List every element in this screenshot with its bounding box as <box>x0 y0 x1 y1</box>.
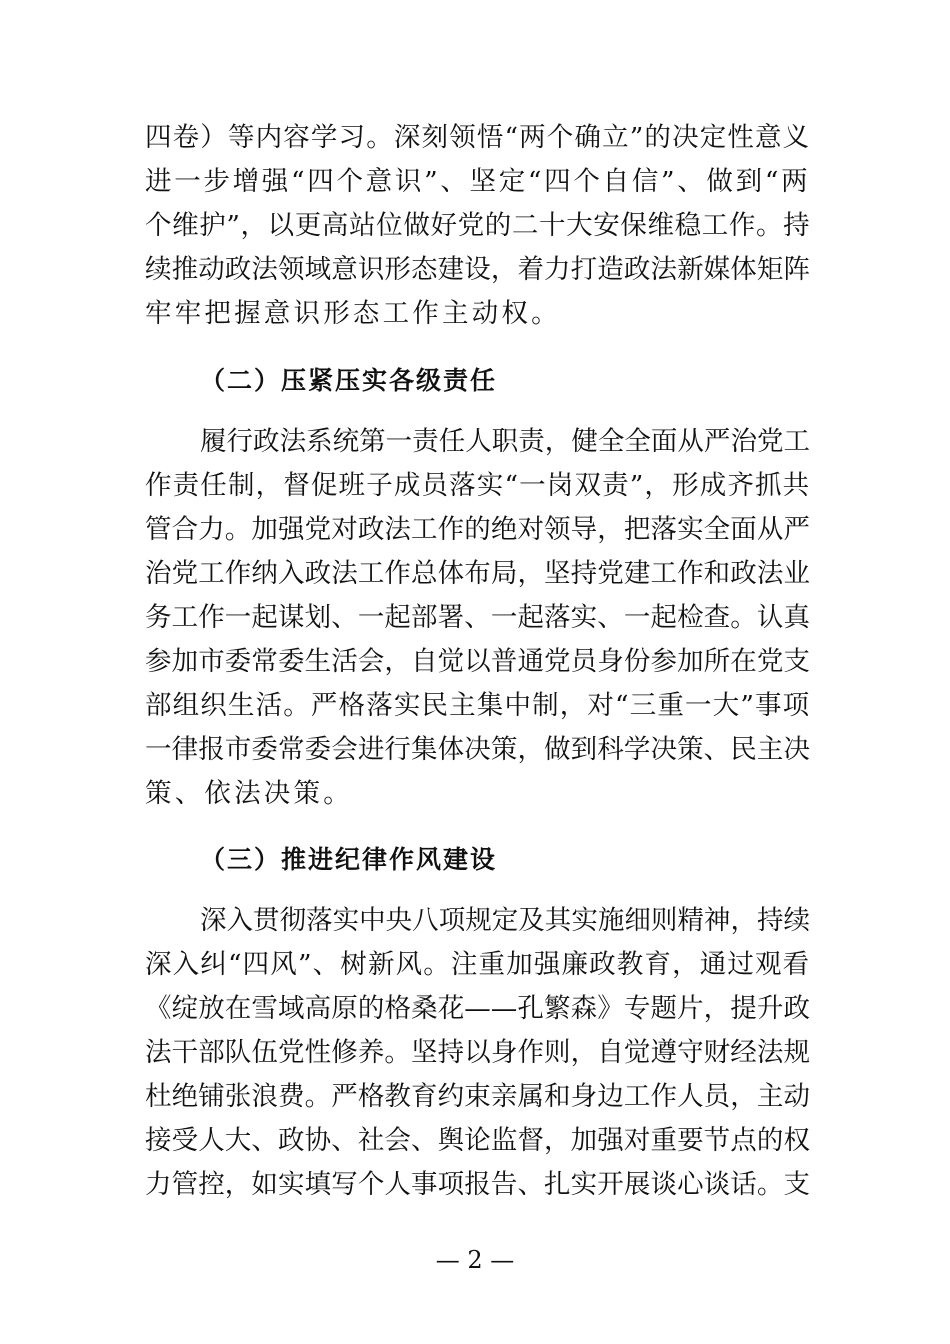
paragraph-line: 牢牢把握意识形态工作主动权。 <box>145 298 561 329</box>
paragraph-line: 杜绝铺张浪费。严格教育约束亲属和身边工作人员，主动 <box>145 1081 810 1112</box>
section-heading: （二）压紧压实各级责任 <box>200 366 498 395</box>
paragraph-line: 作责任制，督促班子成员落实“一岗双责”，形成齐抓共 <box>145 470 810 501</box>
paragraph-line: 履行政法系统第一责任人职责，健全全面从严治党工 <box>200 426 810 457</box>
paragraph-line: 四卷）等内容学习。深刻领悟“两个确立”的决定性意义 <box>145 122 810 153</box>
paragraph-line: 续推动政法领域意识形态建设，着力打造政法新媒体矩阵 <box>145 254 810 285</box>
paragraph-line: 务工作一起谋划、一起部署、一起落实、一起检查。认真 <box>145 602 810 633</box>
page-number: — 2 — <box>435 1246 515 1274</box>
paragraph-line: 管合力。加强党对政法工作的绝对领导，把落实全面从严 <box>145 514 810 545</box>
paragraph-line: 参加市委常委生活会，自觉以普通党员身份参加所在党支 <box>145 646 810 677</box>
paragraph-line: 深入贯彻落实中央八项规定及其实施细则精神，持续 <box>200 905 810 936</box>
paragraph-line: 《绽放在雪域高原的格桑花——孔繁森》专题片，提升政 <box>145 993 810 1024</box>
paragraph-line: 进一步增强“四个意识”、坚定“四个自信”、做到“两 <box>145 166 810 197</box>
paragraph-line: 深入纠“四风”、树新风。注重加强廉政教育，通过观看 <box>145 949 810 980</box>
paragraph-line: 接受人大、政协、社会、舆论监督，加强对重要节点的权 <box>145 1125 810 1156</box>
paragraph-line: 一律报市委常委会进行集体决策，做到科学决策、民主决 <box>145 734 810 765</box>
paragraph-line: 部组织生活。严格落实民主集中制，对“三重一大”事项 <box>145 690 810 721</box>
paragraph-line: 个维护”，以更高站位做好党的二十大安保维稳工作。持 <box>145 210 810 241</box>
paragraph-line: 策、依法决策。 <box>145 778 353 809</box>
section-heading: （三）推进纪律作风建设 <box>200 845 498 874</box>
paragraph-line: 力管控，如实填写个人事项报告、扎实开展谈心谈话。支 <box>145 1169 810 1200</box>
paragraph-line: 治党工作纳入政法工作总体布局，坚持党建工作和政法业 <box>145 558 810 589</box>
paragraph-line: 法干部队伍党性修养。坚持以身作则，自觉遵守财经法规 <box>145 1037 810 1068</box>
